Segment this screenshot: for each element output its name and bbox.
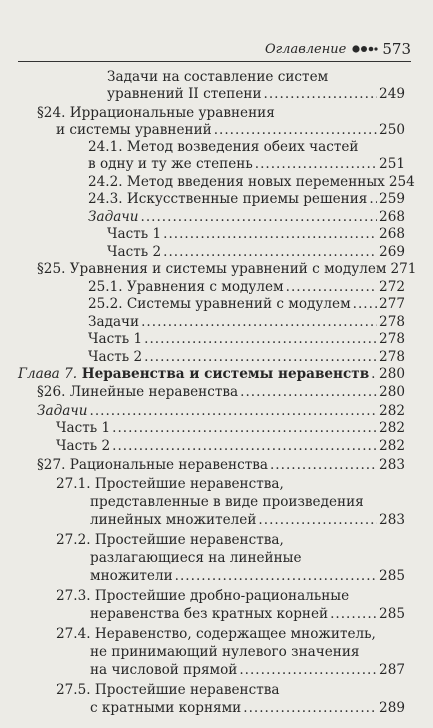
running-header-section: Оглавление <box>264 41 347 57</box>
toc-page-number: 271 <box>390 261 417 277</box>
toc-line: 27.1. Простейшие неравенства, <box>56 476 284 492</box>
toc-entry: Часть 1 ..... 278 <box>88 330 405 348</box>
ornament-dots-icon <box>352 43 378 55</box>
toc-line: представленные в виде произведения <box>90 494 364 510</box>
toc-entry: 25.2. Системы уравнений с модулем ..... 277 <box>88 295 405 313</box>
toc-line: Задачи на составление систем <box>107 69 329 85</box>
toc-line: 27.3. Простейшие дробно-рациональные <box>56 588 350 604</box>
toc-entry: и системы уравнений ..... 250 <box>56 121 405 139</box>
toc-line: разлагающиеся на линейные <box>90 550 302 566</box>
toc-line: 27.2. Простейшие неравенства, <box>56 532 284 548</box>
toc-entry: §27. Рациональные неравенства ..... 283 <box>37 456 405 474</box>
page-number: 573 <box>382 40 411 58</box>
toc-chapter-entry <box>18 365 405 383</box>
toc-page-number: 272 <box>379 279 405 295</box>
toc-page-number: 278 <box>379 349 405 365</box>
toc-entry: §25. Уравнения и системы уравнений с модулем 271 <box>37 261 417 277</box>
chapter-number: Глава 7. <box>18 366 78 382</box>
toc-entry: Часть 1 ..... 282 <box>56 419 405 437</box>
toc-page-number: 280 <box>379 366 405 382</box>
toc-entry: 24.2. Метод введения новых переменных 254 <box>88 174 415 190</box>
toc-entry: Задачи ..... 278 <box>88 313 405 331</box>
toc-entry: Задачи ..... 282 <box>37 402 405 420</box>
toc-page-number: 249 <box>379 86 405 102</box>
toc-line: 24.1. Метод возведения обеих частей <box>88 139 359 155</box>
toc-page-number: 282 <box>379 420 405 436</box>
toc-page-number: 283 <box>379 457 405 473</box>
toc-entry: линейных множителей ..... 283 <box>90 511 405 529</box>
toc-line: 27.5. Простейшие неравенства <box>56 682 280 698</box>
toc-entry: с кратными корнями ..... 289 <box>90 699 405 717</box>
toc-entry: 24.3. Искусственные приемы решения ..... 259 <box>88 190 405 208</box>
toc-entry: Задачи ..... 268 <box>88 208 405 226</box>
toc-page-number: 268 <box>379 209 405 225</box>
toc-page-number: 285 <box>379 606 405 622</box>
toc-entry: Часть 1 ..... 268 <box>107 225 405 243</box>
toc-page-number: 259 <box>379 191 405 207</box>
toc-page-number: 282 <box>379 438 405 454</box>
toc-entry: неравенства без кратных корней ..... 285 <box>90 605 405 623</box>
toc-entry: §26. Линейные неравенства ..... 280 <box>37 383 405 401</box>
toc-page-number: 254 <box>388 174 415 190</box>
header-rule <box>18 61 411 62</box>
toc-entry: множители ..... 285 <box>90 567 405 585</box>
toc-line: не принимающий нулевого значения <box>90 644 360 660</box>
toc-page-number: 278 <box>379 331 405 347</box>
toc-line: 27.4. Неравенство, содержащее множитель, <box>56 626 376 642</box>
toc-entry: Часть 2 ..... 269 <box>107 243 405 261</box>
toc-page-number: 280 <box>379 384 405 400</box>
toc-page-number: 250 <box>379 122 405 138</box>
chapter-title: Неравенства и системы неравенств <box>77 366 370 382</box>
toc-page-number: 278 <box>379 314 405 330</box>
running-header <box>0 40 411 58</box>
toc-entry: Часть 2 ..... 282 <box>56 437 405 455</box>
toc-entry: в одну и ту же степень ..... 251 <box>88 155 405 173</box>
toc-page-number: 282 <box>379 403 405 419</box>
toc-page-number: 269 <box>379 244 405 260</box>
toc-page-number: 283 <box>379 512 405 528</box>
toc-page-number: 277 <box>379 296 405 312</box>
toc-entry: на числовой прямой ..... 287 <box>90 661 405 679</box>
toc-entry: Часть 2 ..... 278 <box>88 348 405 366</box>
toc-page-number: 289 <box>379 700 405 716</box>
toc-page-number: 268 <box>379 226 405 242</box>
toc-line: §24. Иррациональные уравнения <box>37 105 275 121</box>
toc-entry: уравнений II степени ..... 249 <box>107 85 405 103</box>
toc-page-number: 287 <box>379 662 405 678</box>
toc-page-number: 251 <box>379 156 405 172</box>
toc-page-number: 285 <box>379 568 405 584</box>
toc-entry: 25.1. Уравнения с модулем ..... 272 <box>88 278 405 296</box>
